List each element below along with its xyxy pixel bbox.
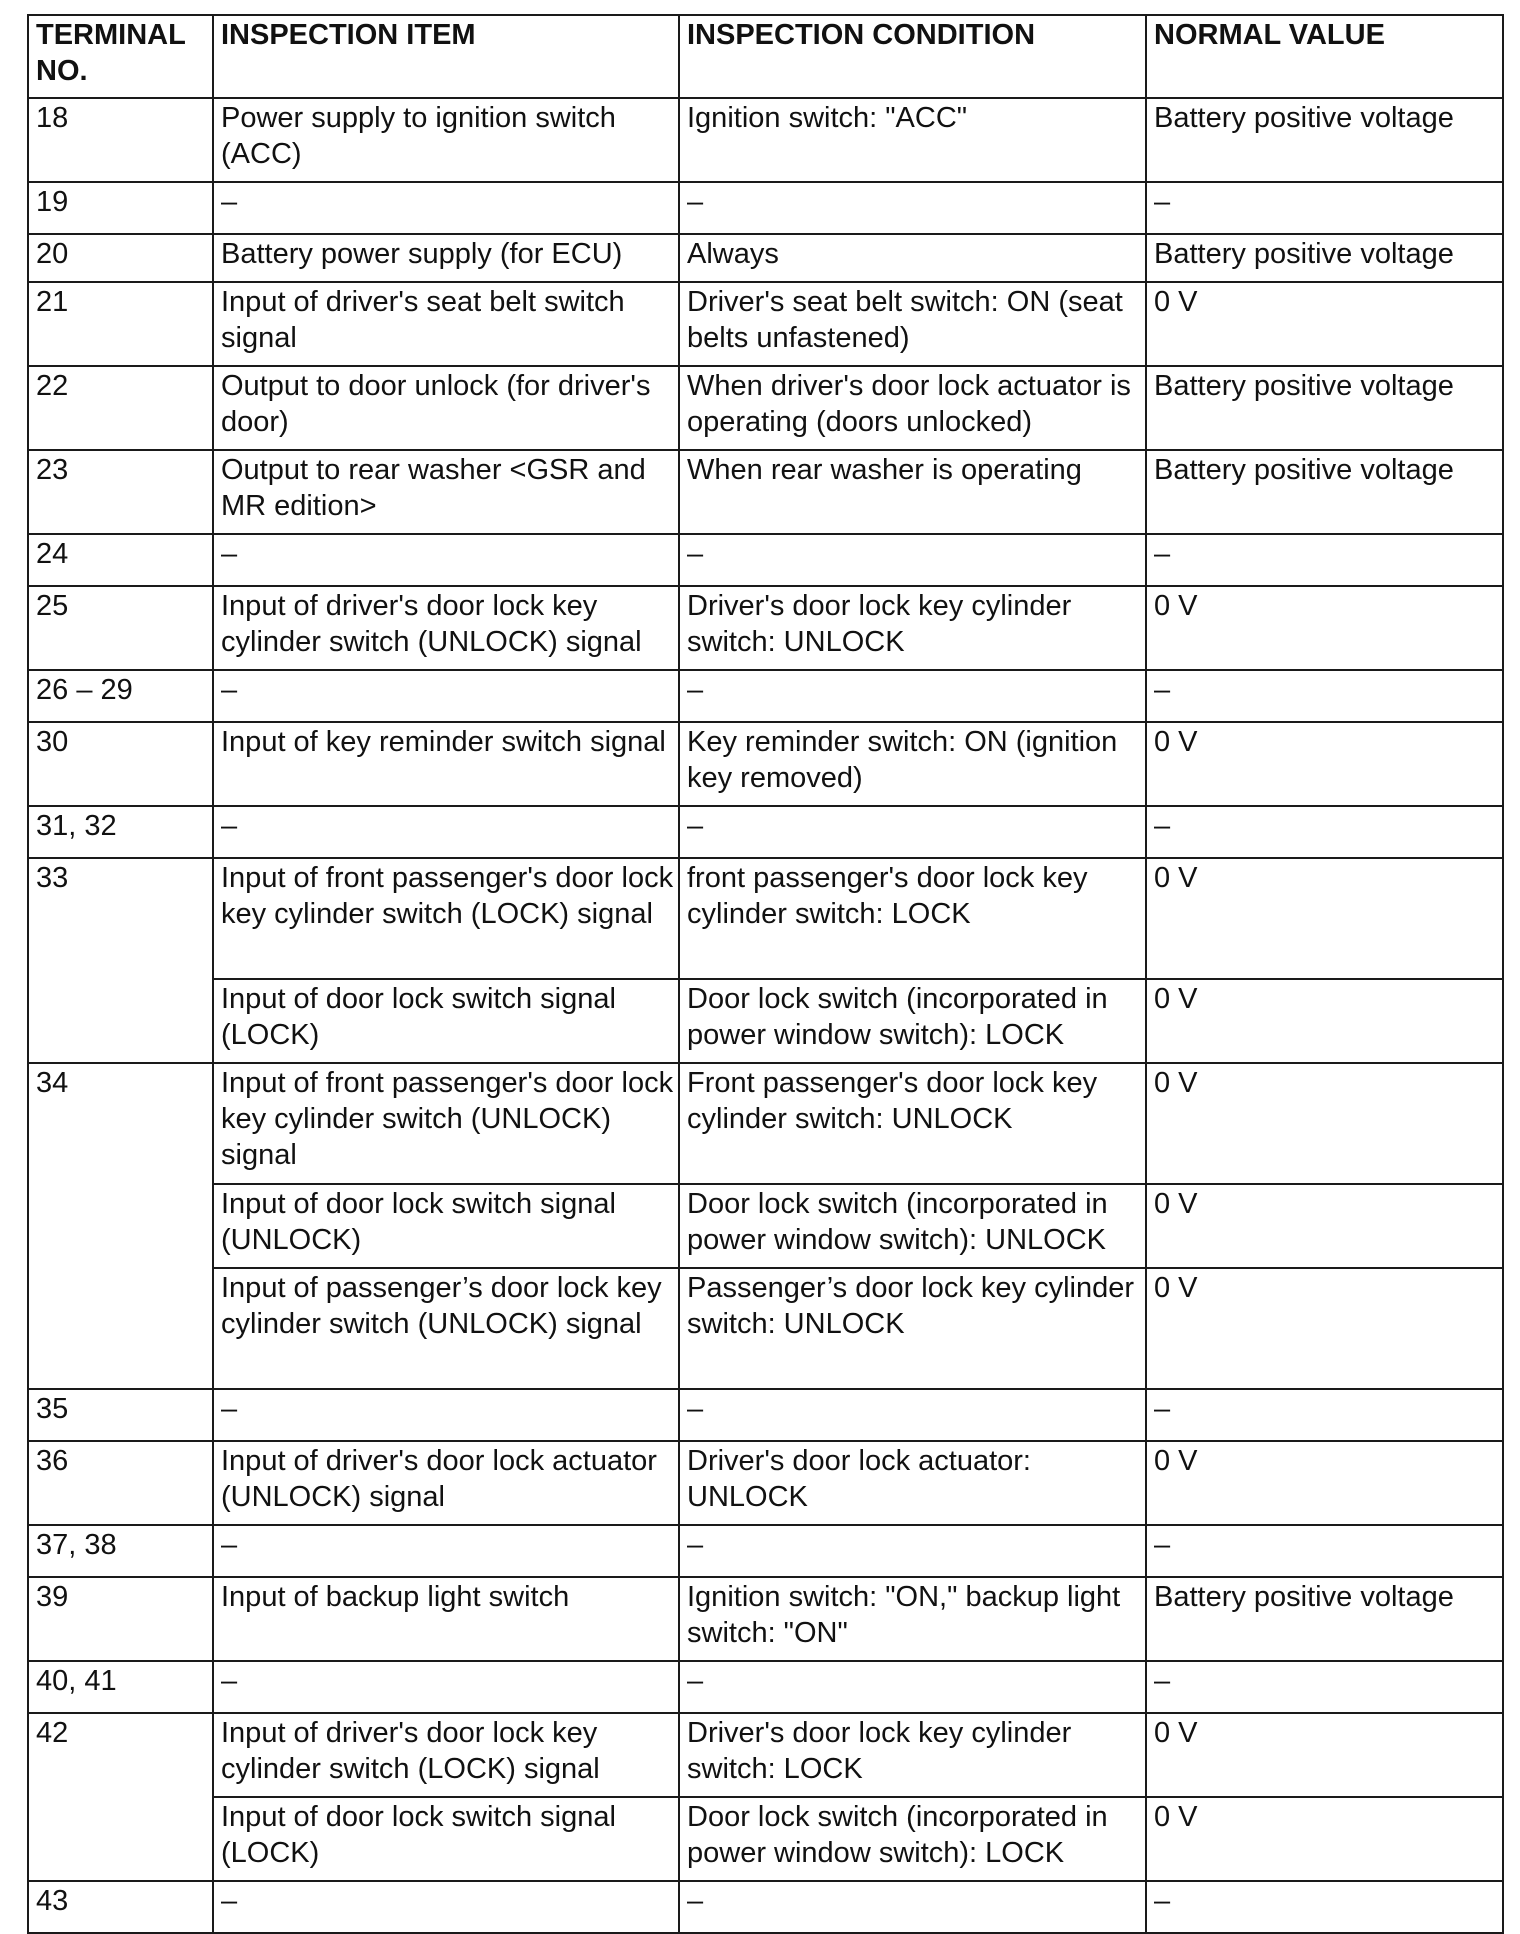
value-cell: –	[1146, 1661, 1503, 1713]
item-cell: –	[213, 806, 679, 858]
table-row	[28, 670, 1503, 722]
terminal-cell: 39	[28, 1577, 213, 1661]
table-row	[28, 450, 1503, 534]
item-cell: Input of driver's door lock actuator (UNLOCK) signal	[213, 1441, 679, 1525]
table-row	[28, 1525, 1503, 1577]
table-row	[28, 1797, 1503, 1881]
item-cell: Power supply to ignition switch (ACC)	[213, 98, 679, 182]
value-cell: 0 V	[1146, 1268, 1503, 1389]
header-inspection-item: INSPECTION ITEM	[213, 15, 679, 98]
table-row	[28, 1063, 1503, 1184]
condition-cell: Driver's door lock key cylinder switch: LOCK	[679, 1713, 1146, 1797]
value-cell: 0 V	[1146, 722, 1503, 806]
condition-cell: Ignition switch: "ACC"	[679, 98, 1146, 182]
item-cell: Input of passenger’s door lock key cylinder switch (UNLOCK) signal	[213, 1268, 679, 1389]
condition-cell: –	[679, 1661, 1146, 1713]
terminal-cell: 26 – 29	[28, 670, 213, 722]
item-cell: Battery power supply (for ECU)	[213, 234, 679, 282]
table-row	[28, 234, 1503, 282]
value-cell: Battery positive voltage	[1146, 234, 1503, 282]
condition-cell: Passenger’s door lock key cylinder switch: UNLOCK	[679, 1268, 1146, 1389]
value-cell: 0 V	[1146, 858, 1503, 979]
item-cell: Input of backup light switch	[213, 1577, 679, 1661]
condition-cell: Driver's door lock actuator: UNLOCK	[679, 1441, 1146, 1525]
condition-cell: –	[679, 806, 1146, 858]
table-row	[28, 586, 1503, 670]
value-cell: –	[1146, 806, 1503, 858]
value-cell: 0 V	[1146, 979, 1503, 1063]
value-cell: 0 V	[1146, 1184, 1503, 1268]
table-row	[28, 1577, 1503, 1661]
item-cell: –	[213, 1881, 679, 1933]
item-cell: Input of front passenger's door lock key cylinder switch (LOCK) signal	[213, 858, 679, 979]
table-row	[28, 1441, 1503, 1525]
table-row	[28, 1661, 1503, 1713]
terminal-cell: 40, 41	[28, 1661, 213, 1713]
value-cell: Battery positive voltage	[1146, 366, 1503, 450]
header-inspection-condition: INSPECTION CONDITION	[679, 15, 1146, 98]
table-row	[28, 1389, 1503, 1441]
terminal-cell: 25	[28, 586, 213, 670]
condition-cell: –	[679, 1525, 1146, 1577]
value-cell: –	[1146, 670, 1503, 722]
terminal-cell: 34	[28, 1063, 213, 1389]
item-cell: Input of door lock switch signal (LOCK)	[213, 979, 679, 1063]
terminal-cell: 20	[28, 234, 213, 282]
terminal-cell: 23	[28, 450, 213, 534]
condition-cell: Door lock switch (incorporated in power window switch): UNLOCK	[679, 1184, 1146, 1268]
value-cell: –	[1146, 534, 1503, 586]
header-normal-value: NORMAL VALUE	[1146, 15, 1503, 98]
value-cell: 0 V	[1146, 586, 1503, 670]
value-cell: 0 V	[1146, 282, 1503, 366]
terminal-cell: 42	[28, 1713, 213, 1881]
condition-cell: –	[679, 534, 1146, 586]
table-row	[28, 366, 1503, 450]
condition-cell: Front passenger's door lock key cylinder switch: UNLOCK	[679, 1063, 1146, 1184]
terminal-cell: 31, 32	[28, 806, 213, 858]
condition-cell: When rear washer is operating	[679, 450, 1146, 534]
header-terminal-no: TERMINAL NO.	[28, 15, 213, 98]
item-cell: Input of driver's seat belt switch signal	[213, 282, 679, 366]
terminal-cell: 35	[28, 1389, 213, 1441]
condition-cell: Driver's seat belt switch: ON (seat belts unfastened)	[679, 282, 1146, 366]
terminal-cell: 19	[28, 182, 213, 234]
value-cell: –	[1146, 182, 1503, 234]
value-cell: Battery positive voltage	[1146, 98, 1503, 182]
terminal-cell: 18	[28, 98, 213, 182]
item-cell: Input of key reminder switch signal	[213, 722, 679, 806]
table-row	[28, 1184, 1503, 1268]
condition-cell: Door lock switch (incorporated in power window switch): LOCK	[679, 1797, 1146, 1881]
condition-cell: Always	[679, 234, 1146, 282]
table-row	[28, 534, 1503, 586]
value-cell: –	[1146, 1389, 1503, 1441]
terminal-cell: 37, 38	[28, 1525, 213, 1577]
terminal-cell: 36	[28, 1441, 213, 1525]
item-cell: Output to door unlock (for driver's door)	[213, 366, 679, 450]
table-row	[28, 1881, 1503, 1933]
document-page	[27, 14, 1502, 1934]
terminal-inspection-table	[27, 14, 1504, 1934]
terminal-cell: 21	[28, 282, 213, 366]
value-cell: 0 V	[1146, 1713, 1503, 1797]
item-cell: Input of door lock switch signal (UNLOCK)	[213, 1184, 679, 1268]
item-cell: –	[213, 1661, 679, 1713]
value-cell: –	[1146, 1881, 1503, 1933]
value-cell: –	[1146, 1525, 1503, 1577]
terminal-cell: 33	[28, 858, 213, 1063]
item-cell: –	[213, 1525, 679, 1577]
item-cell: Output to rear washer <GSR and MR edition>	[213, 450, 679, 534]
table-row	[28, 979, 1503, 1063]
table-row	[28, 282, 1503, 366]
table-row	[28, 98, 1503, 182]
table-row	[28, 1268, 1503, 1389]
condition-cell: Key reminder switch: ON (ignition key removed)	[679, 722, 1146, 806]
item-cell: –	[213, 670, 679, 722]
table-row	[28, 806, 1503, 858]
terminal-cell: 43	[28, 1881, 213, 1933]
value-cell: 0 V	[1146, 1797, 1503, 1881]
value-cell: Battery positive voltage	[1146, 1577, 1503, 1661]
terminal-cell: 30	[28, 722, 213, 806]
header-row	[28, 15, 1503, 98]
item-cell: Input of door lock switch signal (LOCK)	[213, 1797, 679, 1881]
item-cell: –	[213, 182, 679, 234]
item-cell: Input of driver's door lock key cylinder switch (LOCK) signal	[213, 1713, 679, 1797]
condition-cell: Ignition switch: "ON," backup light switch: "ON"	[679, 1577, 1146, 1661]
terminal-cell: 24	[28, 534, 213, 586]
condition-cell: –	[679, 670, 1146, 722]
table-row	[28, 1713, 1503, 1797]
condition-cell: Driver's door lock key cylinder switch: UNLOCK	[679, 586, 1146, 670]
condition-cell: Door lock switch (incorporated in power window switch): LOCK	[679, 979, 1146, 1063]
condition-cell: front passenger's door lock key cylinder switch: LOCK	[679, 858, 1146, 979]
item-cell: Input of front passenger's door lock key cylinder switch (UNLOCK) signal	[213, 1063, 679, 1184]
table-row	[28, 858, 1503, 979]
condition-cell: –	[679, 1881, 1146, 1933]
table-row	[28, 722, 1503, 806]
value-cell: 0 V	[1146, 1063, 1503, 1184]
item-cell: Input of driver's door lock key cylinder switch (UNLOCK) signal	[213, 586, 679, 670]
value-cell: 0 V	[1146, 1441, 1503, 1525]
condition-cell: –	[679, 182, 1146, 234]
value-cell: Battery positive voltage	[1146, 450, 1503, 534]
condition-cell: When driver's door lock actuator is operating (doors unlocked)	[679, 366, 1146, 450]
item-cell: –	[213, 1389, 679, 1441]
condition-cell: –	[679, 1389, 1146, 1441]
table-row	[28, 182, 1503, 234]
terminal-cell: 22	[28, 366, 213, 450]
item-cell: –	[213, 534, 679, 586]
